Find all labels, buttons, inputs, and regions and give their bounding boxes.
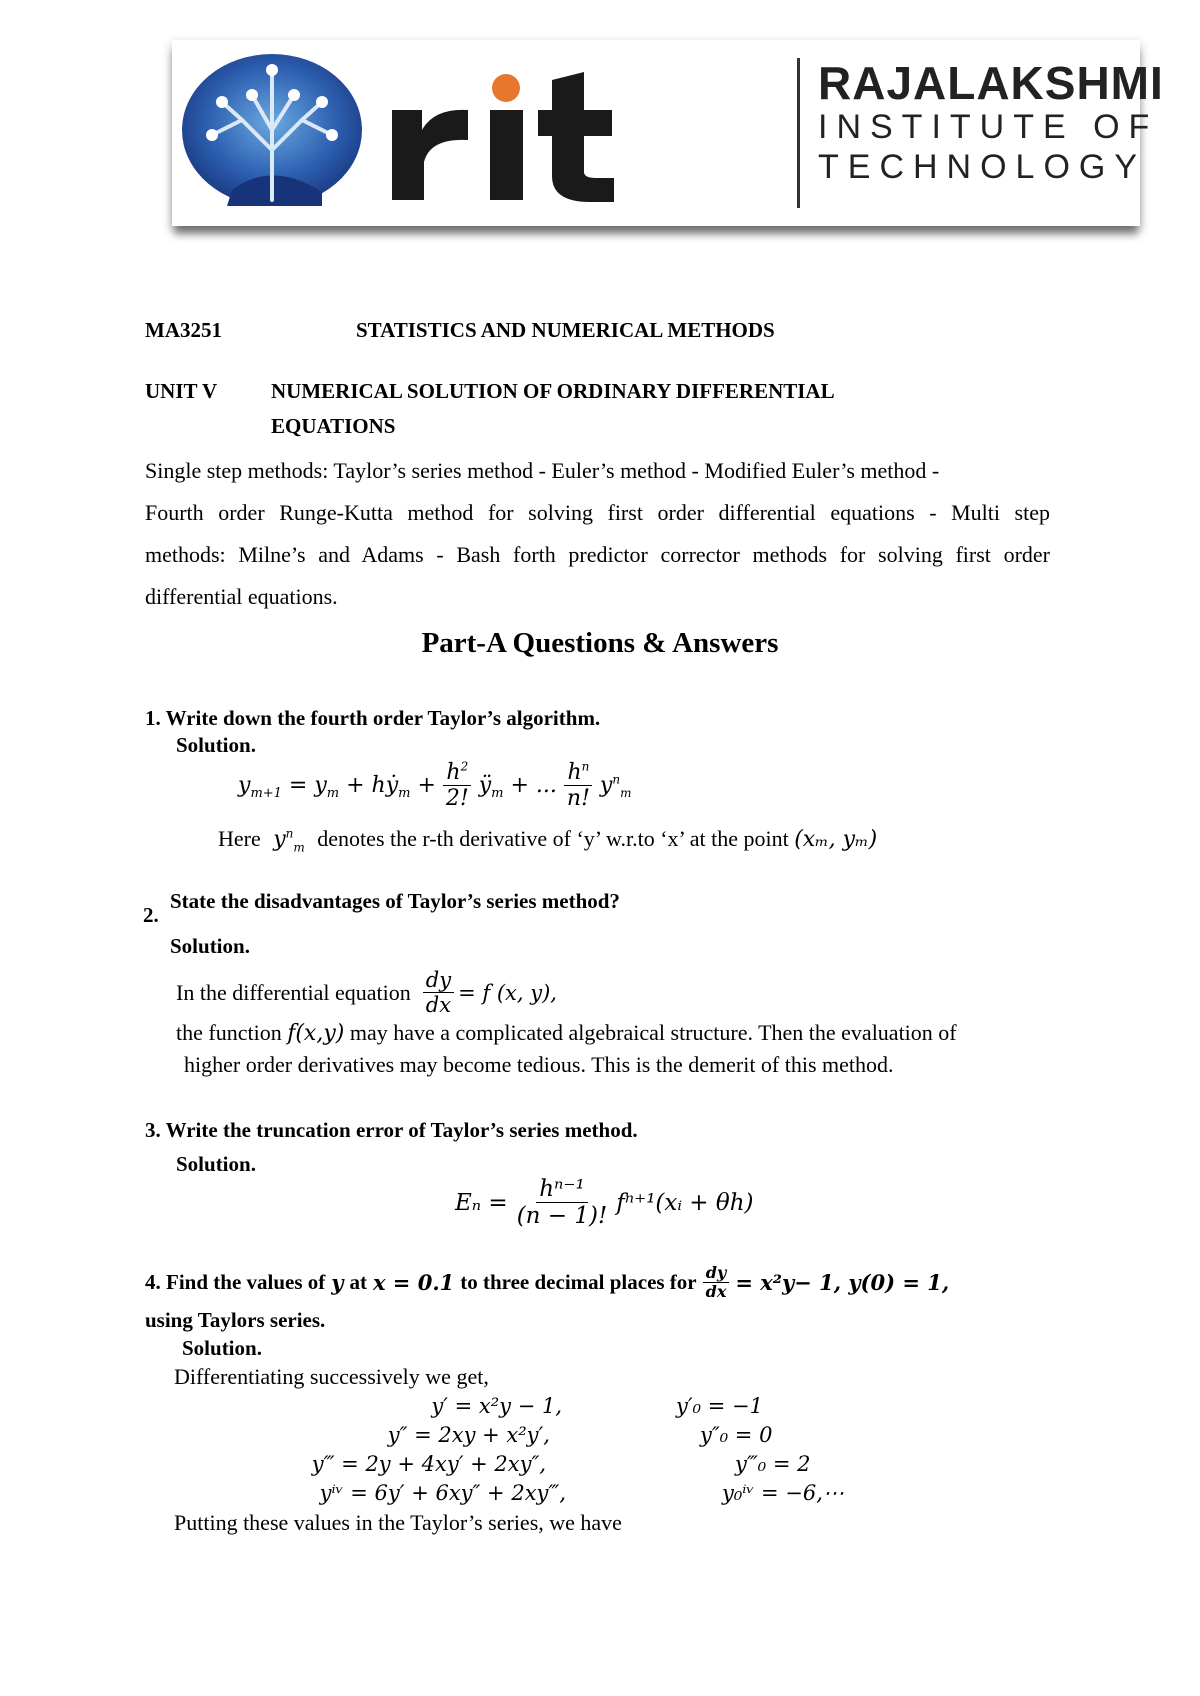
deriv-row — [319, 1481, 844, 1510]
q2-line3: higher order derivatives may become tedious. This is the demerit of this method. — [184, 1052, 894, 1077]
institute-logo-banner — [172, 40, 1164, 226]
q4-text-e: to three decimal places for — [460, 1270, 697, 1295]
question-2: State the disadvantages of Taylor’s series method? — [170, 889, 620, 913]
unit-title-line2: EQUATIONS — [271, 414, 396, 438]
deriv-eq: yⁱᵛ = 6y′ + 6xy″ + 2xy‴, — [319, 1481, 566, 1505]
q2-equation-line: In the differential equation $\frac{dy}{dx}$ = f (x, y), — [176, 968, 557, 1018]
org-name-line1: RAJALAKSHMI — [818, 57, 1164, 109]
q2-line1-text: In the differential equation — [176, 979, 411, 1005]
question-3: 3. Write the truncation error of Taylor’s series method. — [145, 1118, 638, 1142]
q3-formula-num: hⁿ⁻¹ — [536, 1176, 588, 1203]
q1-note-point: (xₘ, yₘ) — [794, 827, 878, 852]
syllabus-line-text: Single step methods: Taylor’s series method - Euler’s method - Modified Euler’s method - — [145, 458, 940, 483]
deriv-eq: y′ = x²y − 1, — [431, 1394, 562, 1418]
syllabus-line: differential equations. — [145, 584, 338, 609]
q4-derivatives — [311, 1394, 844, 1510]
q4-text-b: y — [331, 1270, 344, 1296]
q3-formula-lhs: Eₙ = — [455, 1189, 508, 1216]
q2-line2 — [176, 1020, 957, 1046]
q1-taylor-formula: $y_{m+1} = y_m$ + $hẏ_m$ + $\frac{h^2}{2!}$ $ÿ_m$ + ... $\frac{h^n}{n!}$ $y^n_m$ — [238, 759, 632, 812]
q2-line1-eq: = f (x, y), — [458, 980, 557, 1005]
q4-text-a: 4. Find the values of — [145, 1270, 326, 1295]
org-name-line2: INSTITUTE OF — [818, 108, 1159, 146]
q4-text-d: x = 0.1 — [372, 1270, 455, 1296]
q4-intro: Differentiating successively we get, — [174, 1364, 489, 1389]
syllabus-line — [145, 458, 1050, 500]
syllabus-line: Fourth order Runge-Kutta method for solving first order differential equations - Multi step — [145, 500, 1050, 525]
q1-note-text: denotes the r-th derivative of ‘y’ w.r.to ‘x’ at the point — [317, 826, 789, 851]
q1-note-prefix: Here — [218, 826, 261, 851]
deriv-val: y₀ⁱᵛ = −6,⋯ — [722, 1481, 844, 1505]
solution-label: Solution. — [170, 934, 250, 958]
syllabus-paragraph — [145, 458, 1050, 626]
solution-label: Solution. — [176, 1152, 256, 1176]
org-name-line3: TECHNOLOGY — [818, 148, 1147, 186]
question-1: 1. Write down the fourth order Taylor’s algorithm. — [145, 706, 601, 730]
part-heading: Part-A Questions & Answers — [421, 627, 779, 659]
q2-line2-b: may have a complicated algebraical structure. Then the evaluation of — [349, 1020, 957, 1045]
deriv-row — [380, 1423, 780, 1452]
solution-label: Solution. — [176, 733, 256, 757]
q4-text-c: at — [349, 1270, 367, 1295]
question-4-line2: using Taylors series. — [145, 1308, 326, 1332]
question-2-number: 2. — [143, 903, 159, 927]
course-title: STATISTICS AND NUMERICAL METHODS — [356, 318, 775, 342]
q2-line2-a: the function — [176, 1020, 282, 1045]
course-code: MA3251 — [145, 318, 222, 342]
deriv-val: y″₀ = 0 — [700, 1423, 773, 1447]
unit-title-line1: NUMERICAL SOLUTION OF ORDINARY DIFFERENTIAL — [271, 379, 835, 403]
q4-text-f: = x²y− 1, y(0) = 1, — [735, 1270, 950, 1296]
q2-line2-fn: f(x,y) — [287, 1021, 345, 1046]
syllabus-line: methods: Milne’s and Adams - Bash forth predictor corrector methods for solving first order — [145, 542, 1050, 567]
deriv-eq: y″ = 2xy + x²y′, — [387, 1423, 550, 1447]
solution-label: Solution. — [182, 1336, 262, 1360]
q1-note: Here $y^n_m$ denotes the r-th derivative of ‘y’ w.r.to ‘x’ at the point (xₘ, yₘ) — [218, 826, 878, 855]
unit-label: UNIT V — [145, 379, 218, 403]
q3-formula-den: (n − 1)! — [516, 1203, 608, 1230]
q3-formula-rhs: fⁿ⁺¹(xᵢ + θh) — [616, 1189, 754, 1216]
deriv-row — [380, 1394, 780, 1423]
deriv-eq: y‴ = 2y + 4xy′ + 2xy″, — [311, 1452, 546, 1476]
deriv-row — [311, 1452, 811, 1481]
deriv-val: y′₀ = −1 — [676, 1394, 763, 1418]
q3-truncation-formula — [455, 1176, 754, 1230]
orange-dot-icon — [492, 74, 520, 102]
deriv-val: y‴₀ = 2 — [735, 1452, 811, 1476]
question-4-line1: 4. Find the values of y at x = 0.1 to three decimal places for $\frac{dy}{dx}$ = x²y− 1, y(0) = 1, — [145, 1263, 950, 1302]
q4-closing: Putting these values in the Taylor’s series, we have — [174, 1510, 622, 1535]
